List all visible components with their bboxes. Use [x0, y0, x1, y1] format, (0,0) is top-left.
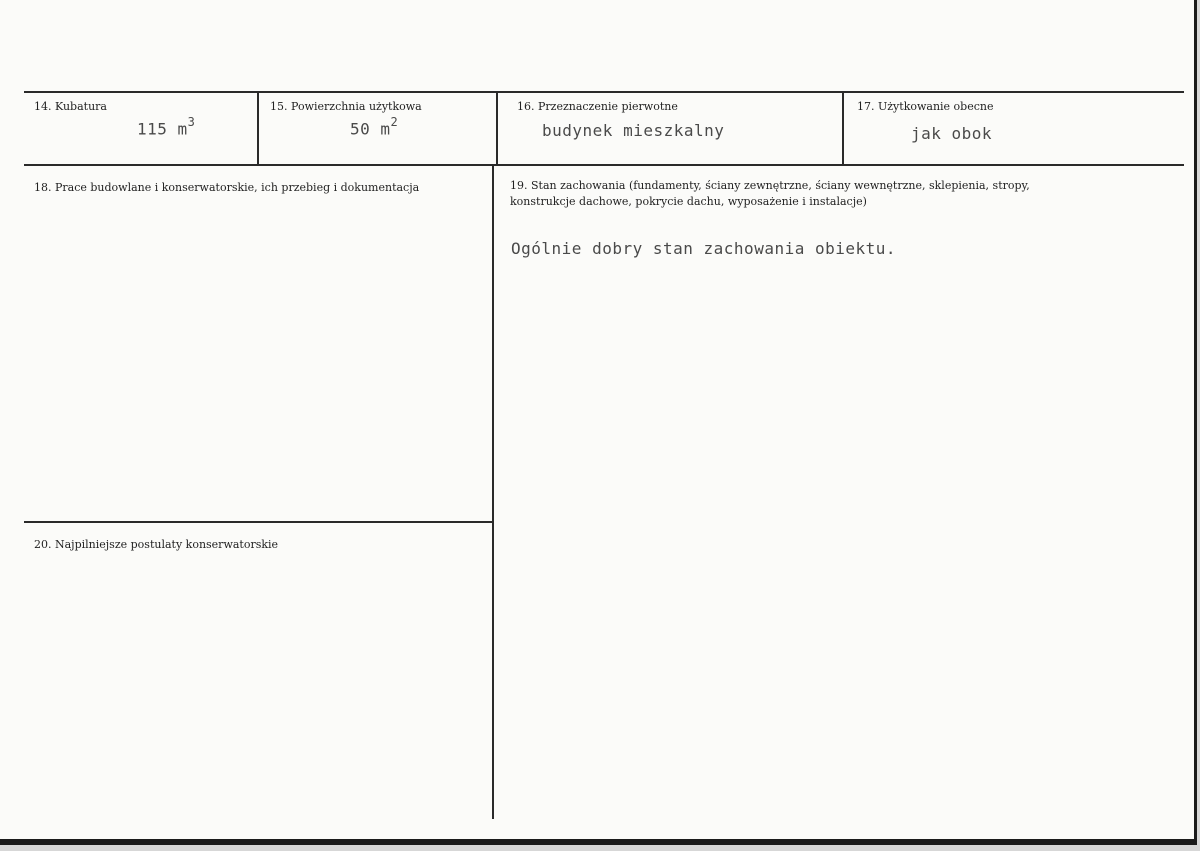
section-18-20-divider [24, 521, 493, 523]
field-19-value: Ogólnie dobry stan zachowania obiektu. [511, 239, 897, 258]
field-14-value [137, 117, 195, 138]
powierzchnia-unit-exponent: 2 [390, 115, 399, 129]
kubatura-unit-exponent: 3 [187, 115, 196, 129]
main-column-divider [492, 164, 494, 819]
field-20-label: 20. Najpilniejsze postulaty konserwatorskie [34, 538, 279, 551]
field-16-label: 16. Przeznaczenie pierwotne [517, 100, 678, 113]
divider-14-15 [257, 91, 259, 166]
field-15-value [350, 117, 398, 138]
field-15-label: 15. Powierzchnia użytkowa [270, 100, 422, 113]
field-14-label: 14. Kubatura [34, 100, 107, 113]
field-16-value: budynek mieszkalny [542, 121, 725, 140]
divider-15-16 [496, 91, 498, 166]
field-17-label: 17. Użytkowanie obecne [857, 100, 994, 113]
field-19-label-line-1: 19. Stan zachowania (fundamenty, ściany zewnętrzne, ściany wewnętrzne, sklepienia, stropy, [510, 179, 1030, 192]
field-19-label-line-2: konstrukcje dachowe, pokrycie dachu, wyposażenie i instalacje) [510, 195, 867, 208]
header-bottom-rule [24, 164, 1184, 166]
kubatura-value: 115 m [137, 119, 188, 139]
divider-16-17 [842, 91, 844, 166]
field-18-label: 18. Prace budowlane i konserwatorskie, ich przebieg i dokumentacja [34, 181, 420, 194]
field-17-value: jak obok [911, 124, 993, 143]
top-rule [24, 91, 1184, 93]
powierzchnia-value: 50 m [350, 119, 391, 139]
